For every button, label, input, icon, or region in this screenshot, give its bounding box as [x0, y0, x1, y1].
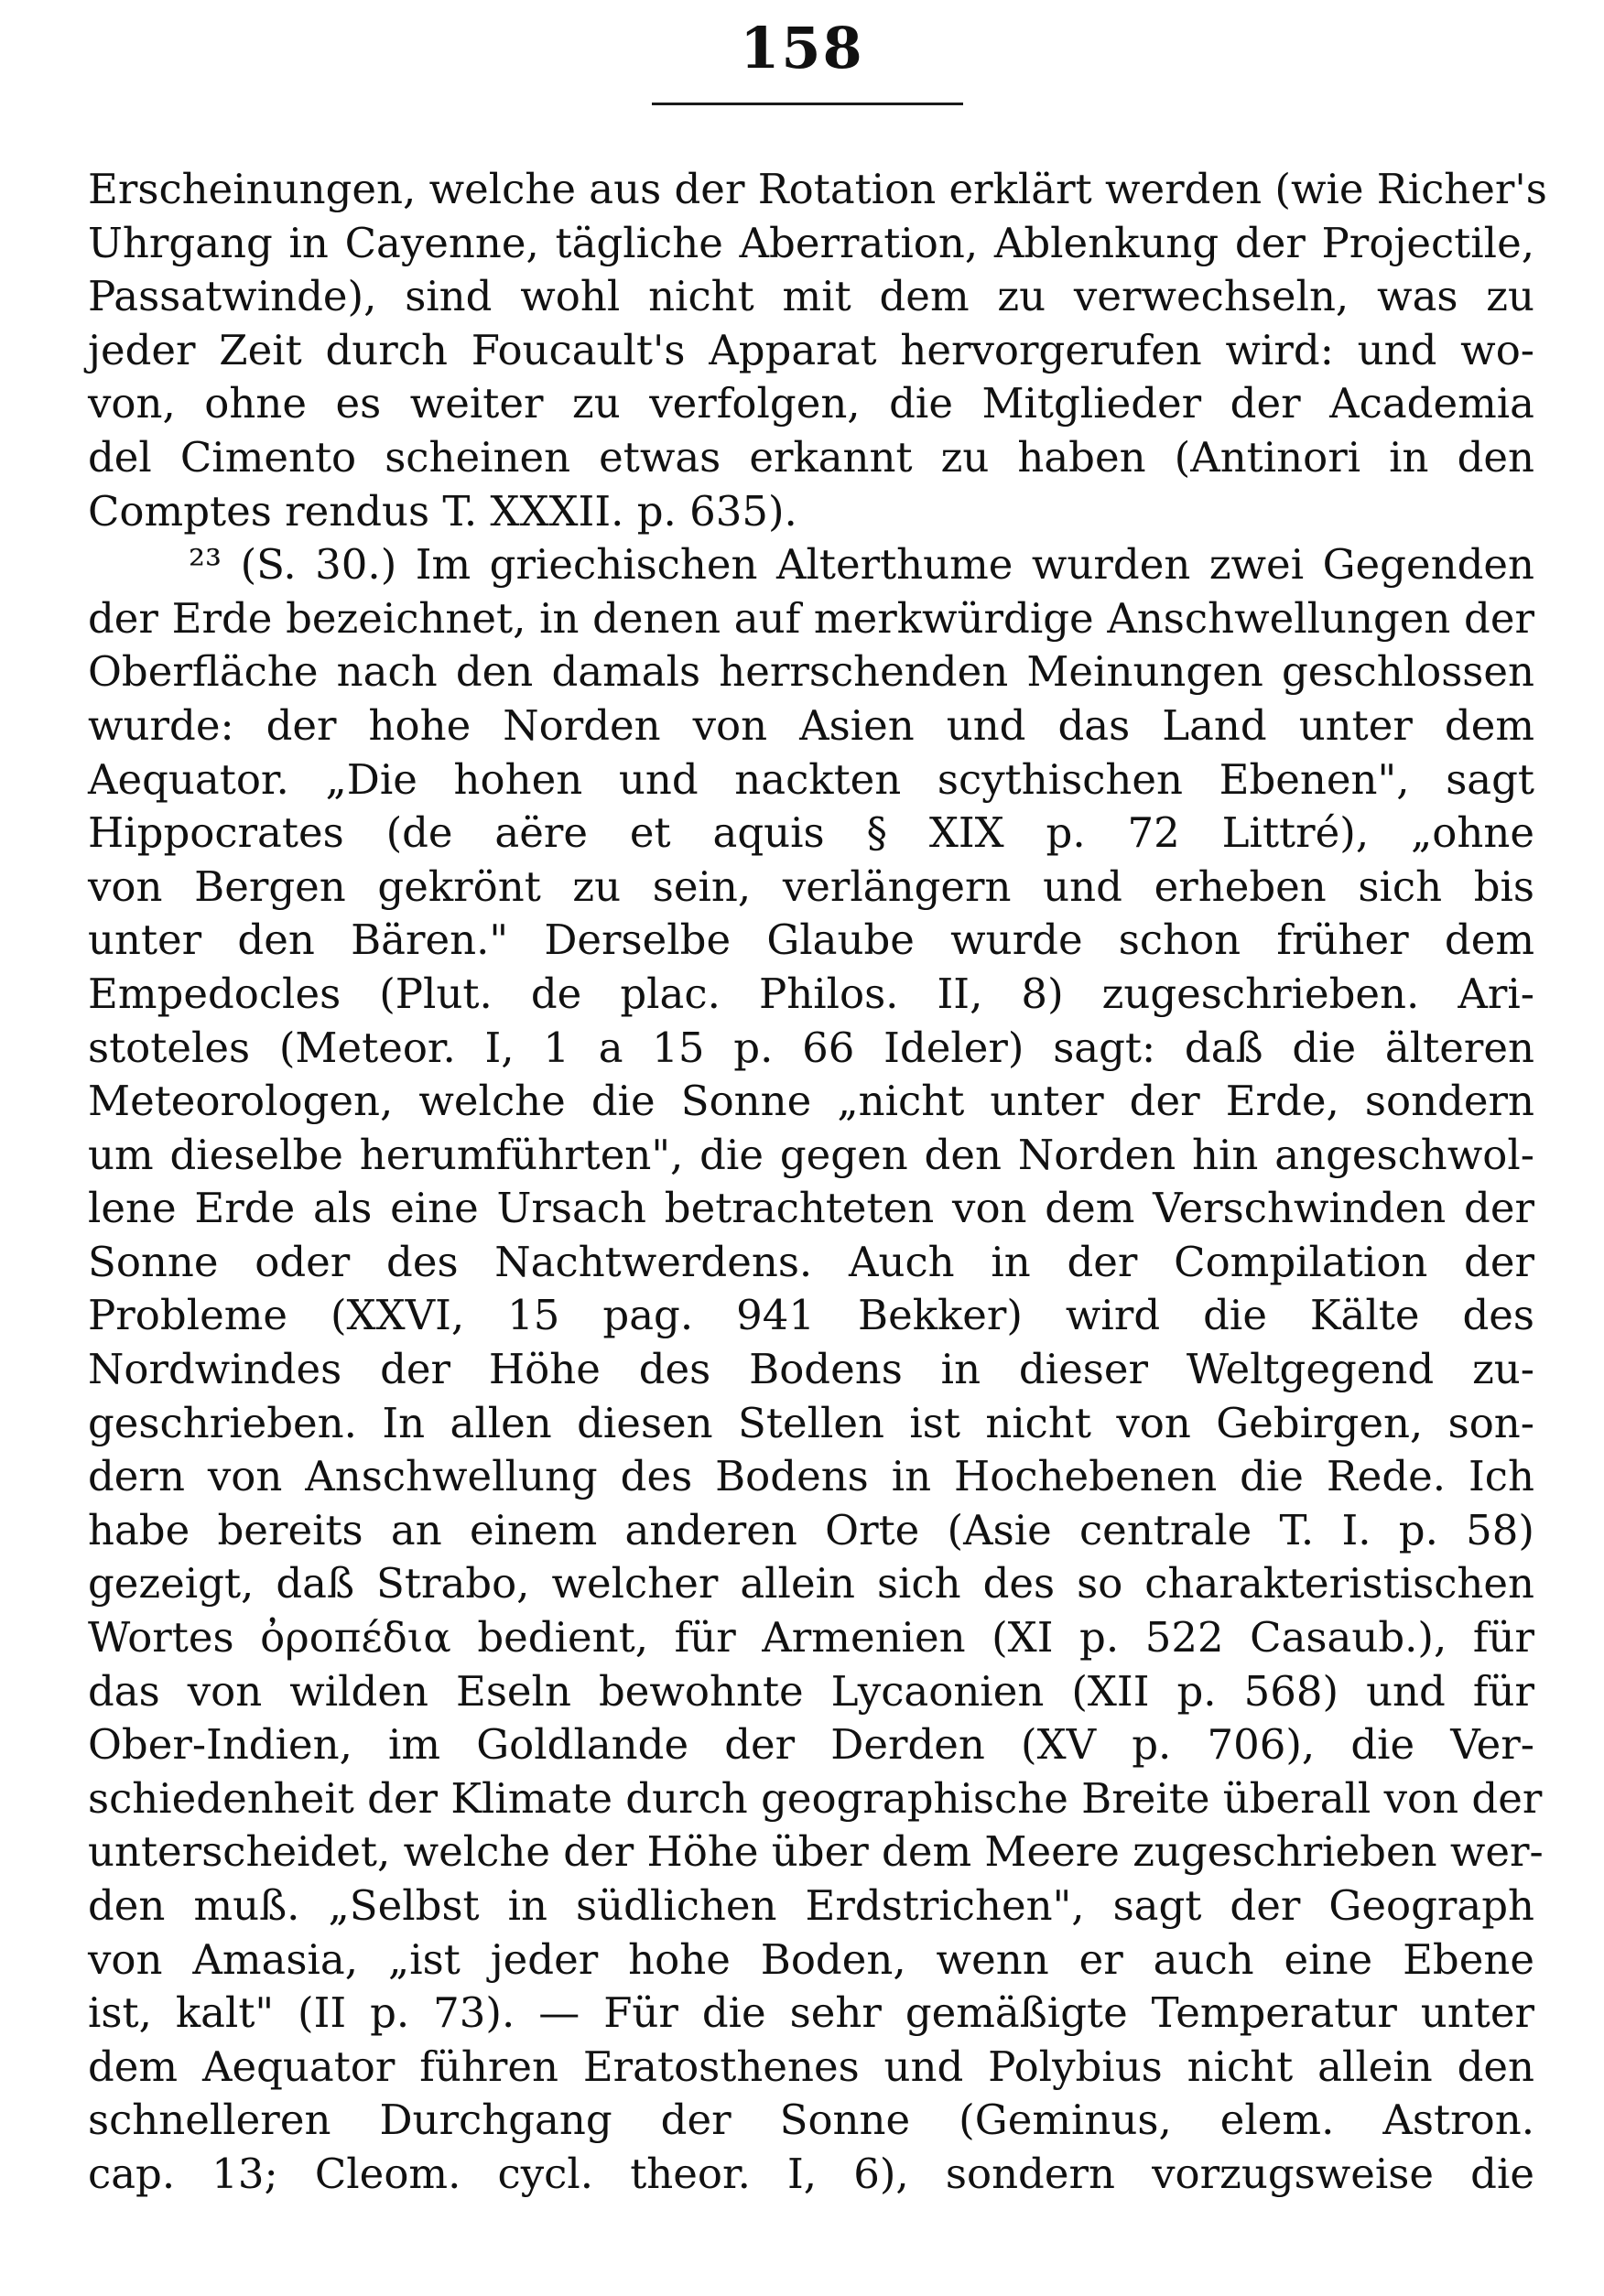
text-line: Aequator. „Die hohen und nackten scythischen Ebenen", sagt — [88, 754, 1534, 804]
text-line: um dieselbe herumführten", die gegen den Norden hin angeschwol- — [88, 1130, 1534, 1179]
text-line: dem Aequator führen Eratosthenes und Polybius nicht allein den — [88, 2041, 1534, 2091]
text-line: Passatwinde), sind wohl nicht mit dem zu verwechseln, was zu — [88, 272, 1534, 321]
text-line: unterscheidet, welche der Höhe über dem Meere zugeschrieben wer- — [88, 1827, 1544, 1877]
text-line: den muß. „Selbst in südlichen Erdstrichen", sagt der Geograph — [88, 1881, 1534, 1930]
text-line: stoteles (Meteor. I, 1 a 15 p. 66 Ideler) sagt: daß die älteren — [88, 1023, 1534, 1072]
text-line: unter den Bären." Derselbe Glaube wurde schon früher dem — [88, 915, 1534, 965]
text-line: Nordwindes der Höhe des Bodens in dieser Weltgegend zu- — [88, 1345, 1534, 1394]
text-line: cap. 13; Cleom. cycl. theor. I, 6), sondern vorzugsweise die — [88, 2149, 1534, 2198]
text-line: Comptes rendus T. XXXII. p. 635). — [88, 486, 797, 536]
text-line: von Amasia, „ist jeder hohe Boden, wenn er auch eine Ebene — [88, 1934, 1534, 1984]
text-line: Meteorologen, welche die Sonne „nicht unter der Erde, sondern — [88, 1077, 1534, 1126]
text-line: gezeigt, daß Strabo, welcher allein sich des so charakteristischen — [88, 1559, 1534, 1608]
text-line: jeder Zeit durch Foucault's Apparat hervorgerufen wird: und wo- — [88, 325, 1534, 374]
text-line: Oberfläche nach den damals herrschenden Meinungen geschlossen — [88, 647, 1534, 697]
text-line: Ober-Indien, im Goldlande der Derden (XV p. 706), die Ver- — [88, 1720, 1534, 1770]
text-line: schnelleren Durchgang der Sonne (Geminus, elem. Astron. — [88, 2096, 1534, 2145]
text-line: ist, kalt" (II p. 73). — Für die sehr gemäßigte Temperatur unter — [88, 1988, 1534, 2038]
page-number: 158 — [740, 15, 864, 81]
text-line: geschrieben. In allen diesen Stellen ist nicht von Gebirgen, son- — [88, 1398, 1534, 1447]
body-text — [88, 163, 1547, 2202]
text-line: von, ohne es weiter zu verfolgen, die Mitglieder der Academia — [88, 379, 1534, 428]
text-line: Erscheinungen, welche aus der Rotation erklärt werden (wie Richer's — [88, 165, 1547, 213]
text-line: lene Erde als eine Ursach betrachteten von dem Verschwinden der — [88, 1184, 1534, 1233]
text-line: habe bereits an einem anderen Orte (Asie centrale T. I. p. 58) — [88, 1505, 1534, 1554]
header-rule — [652, 103, 963, 105]
text-line: Uhrgang in Cayenne, tägliche Aberration, Ablenkung der Projectile, — [88, 218, 1534, 267]
text-line: von Bergen gekrönt zu sein, verlängern und erheben sich bis — [88, 861, 1534, 911]
text-line: Sonne oder des Nachtwerdens. Auch in der Compilation der — [88, 1237, 1534, 1286]
text-line: Wortes ὀροπέδια bedient, für Armenien (XI p. 522 Casaub.), für — [88, 1613, 1534, 1662]
text-line: Empedocles (Plut. de plac. Philos. II, 8) zugeschrieben. Ari- — [88, 969, 1534, 1018]
text-line: schiedenheit der Klimate durch geographische Breite überall von der — [88, 1773, 1543, 1823]
text-line: del Cimento scheinen etwas erkannt zu haben (Antinori in den — [88, 432, 1534, 482]
text-line: dern von Anschwellung des Bodens in Hochebenen die Rede. Ich — [88, 1452, 1534, 1501]
text-line: Hippocrates (de aëre et aquis § XIX p. 72 Littré), „ohne — [88, 808, 1534, 858]
text-line: wurde: der hohe Norden von Asien und das Land unter dem — [88, 700, 1534, 750]
text-line: der Erde bezeichnet, in denen auf merkwürdige Anschwellungen der — [88, 593, 1534, 643]
text-line: das von wilden Eseln bewohnte Lycaonien (XII p. 568) und für — [88, 1666, 1534, 1716]
text-line: Probleme (XXVI, 15 pag. 941 Bekker) wird die Kälte des — [88, 1291, 1534, 1340]
footnote-23-start: ²³ (S. 30.) Im griechischen Alterthume wurden zwei Gegenden — [189, 540, 1534, 590]
